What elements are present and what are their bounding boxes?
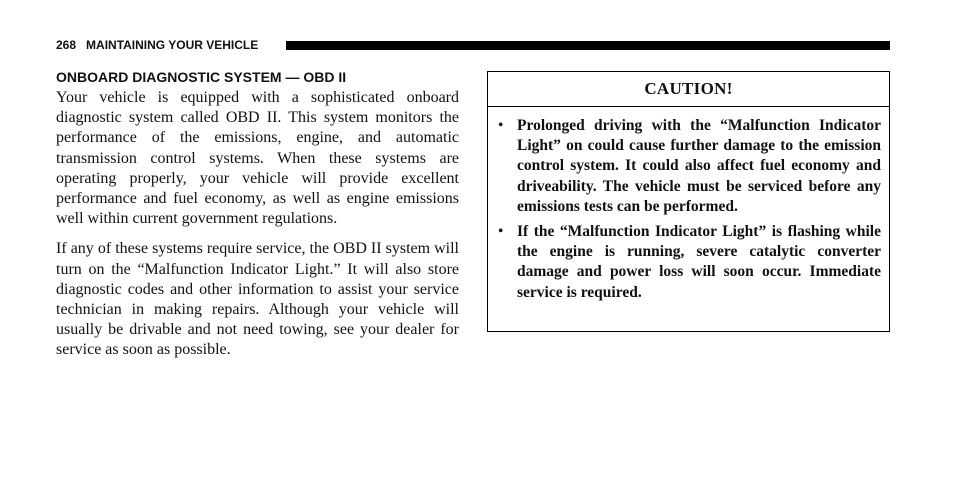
caution-item bbox=[498, 116, 881, 217]
section-title: ONBOARD DIAGNOSTIC SYSTEM — OBD II bbox=[56, 69, 347, 85]
header-rule bbox=[286, 41, 890, 50]
header-label bbox=[56, 38, 266, 52]
page-header bbox=[56, 38, 890, 52]
article bbox=[56, 67, 459, 371]
caution-title: CAUTION! bbox=[488, 72, 889, 107]
paragraph-intro: Your vehicle is equipped with a sophisticated onboard diagnostic system called OBD II. This system monitors the performance of the emissions, engine, and automatic transmission control systems. When these systems are operating properly, your vehicle will provide excellent performance and fuel economy, as well as engine emissions well within current government regulations. bbox=[56, 89, 459, 228]
caution-item bbox=[498, 222, 881, 303]
paragraph-service: If any of these systems require service, the OBD II system will turn on the “Malfunction Indicator Light.” It will also store diagnostic codes and other information to assist your service technician in making repairs. Although your vehicle will usually be drivable and not need towing, see your dealer for service as soon as possible. bbox=[56, 240, 459, 359]
bullet-icon: • bbox=[498, 117, 504, 134]
page-number: 268 bbox=[56, 38, 77, 52]
caution-box bbox=[487, 71, 890, 332]
bullet-icon: • bbox=[498, 223, 504, 241]
caution-item-text: If the “Malfunction Indicator Light” is flashing while the engine is running, severe catalytic converter damage and power loss will soon occur. Immediate service is required. bbox=[517, 223, 881, 301]
section-name: MAINTAINING YOUR VEHICLE bbox=[86, 38, 259, 52]
caution-item-text: Prolonged driving with the “Malfunction Indicator Light” on could cause further damage to the emission control system. It could also affect fuel economy and driveability. The vehicle must be serviced before any emissions tests can be performed. bbox=[517, 117, 881, 215]
caution-list bbox=[488, 107, 889, 303]
